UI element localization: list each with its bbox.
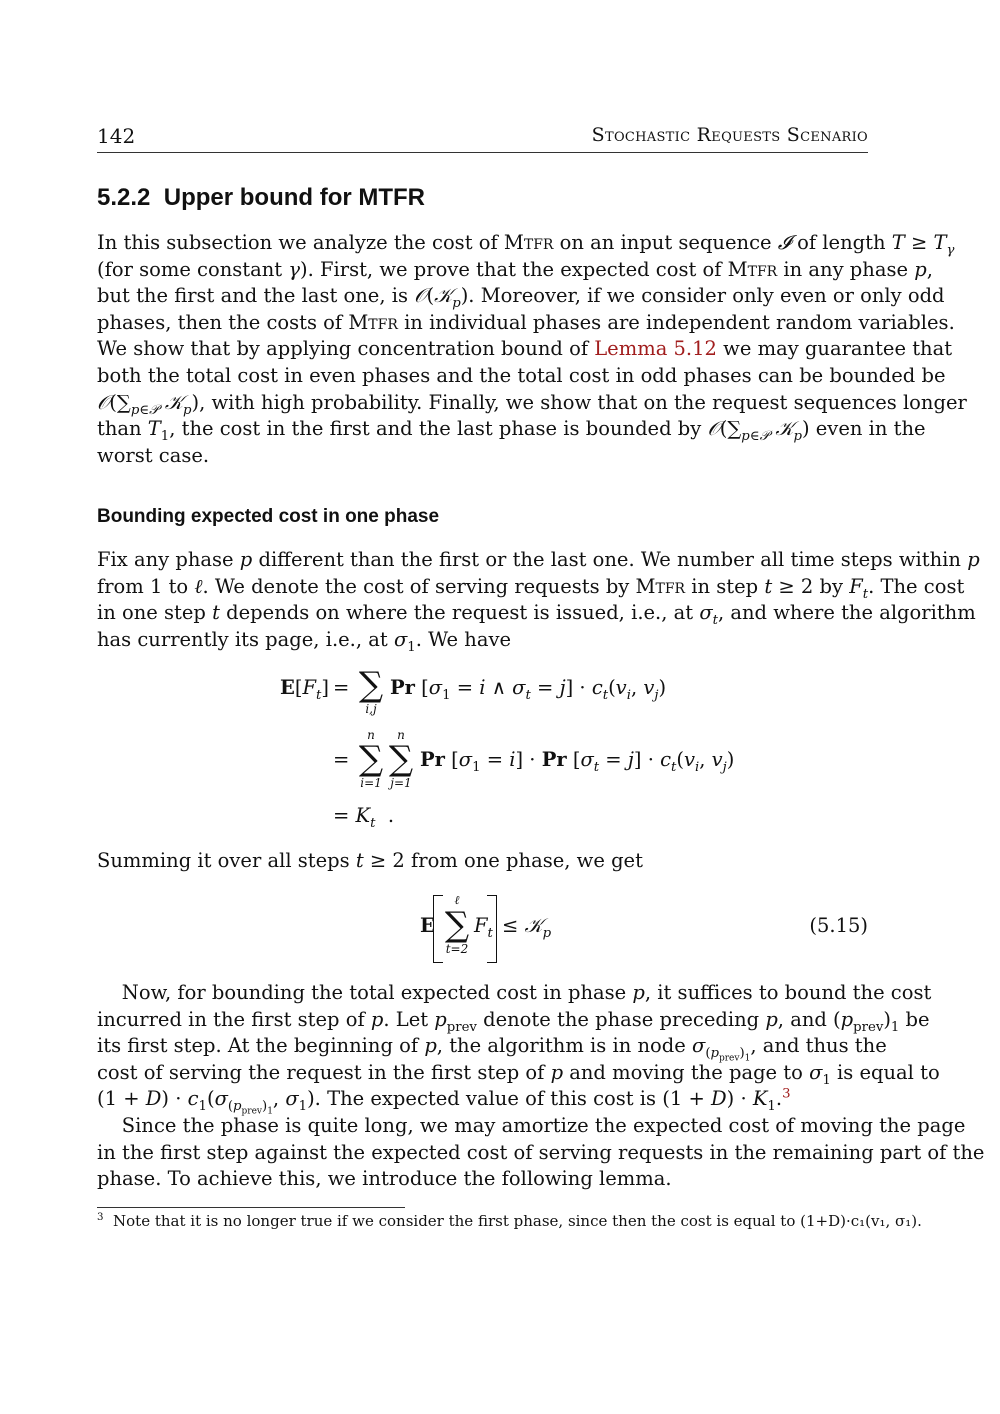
intro-paragraph: In this subsection we analyze the cost of Mtfr on an input sequence 𝓘 of length $T \ge T_\gamma$ (for some constant γ). First, we prove that the expected cost of Mtfr in any phase p, but the first and the last one, is 𝒪(𝒦$_p$). Moreover, if we consider only even or only odd phases, then the costs of Mtfr in individual phases are independent random variables. We show that by applying concentration bound of Lemma 5.12 we may guarantee that both the total cost in even phases and the total cost in odd phases can be bounded be $𝒪(\sum_{p\in 𝒫}$ 𝒦$_p$), with high probability. Finally, we show that on the request sequences longer than $T_1$, the cost in the first and the last phase is bounded by $𝒪(\sum_{p\in 𝒫}$ 𝒦$_p$) even in the worst case. — [97, 231, 967, 467]
section-title — [97, 184, 425, 212]
equals-sign: = — [333, 748, 350, 771]
footnote-ref[interactable]: 3 — [782, 1086, 791, 1102]
footnote — [97, 1212, 922, 1230]
summand: $F_t$ — [474, 914, 493, 941]
section-number: 5.2.2 — [97, 184, 151, 211]
equation-5-15-lhs: E — [420, 914, 435, 937]
sum-symbol: n ∑ i=1 — [358, 728, 384, 790]
summing-paragraph: Summing it over all steps t ≥ 2 from one phase, we get — [97, 849, 643, 872]
first-step-paragraph: Now, for bounding the total expected cost in phase p, it suffices to bound the cost incurred in the first step of p. Let $p_{prev}$ denote the phase preceding p, and $(p_{prev})_1$ be its first step. At the beginning of p, the algorithm is in node $\sigma_{(p_{prev})_1}$, and thus the cost of serving the request in the first step of p and moving the page to $\sigma_1$ is equal to $(1 + D) \cdot c_1(\sigma_{(p_{prev})_1}$, $\sigma_1$). The expected value of this cost is $(1 + D) \cdot K_1.^3$ Since the phase is quite long, we may amortize the expected cost of moving the page in the first step against the expected cost of serving requests in the remaining part of the phase. To achieve this, we introduce the following lemma. — [97, 981, 985, 1191]
phase-paragraph: Fix any phase p different than the first or the last one. We number all time steps within p from 1 to ℓ. We denote the cost of serving requests by Mtfr in step t ≥ 2 by $F_t$. The cost in one step t depends on where the request is issued, i.e., at $\sigma_t$, and where the algorithm has currently its page, i.e., at $\sigma_1$. We have — [97, 548, 980, 655]
right-bracket — [487, 895, 497, 963]
running-title: Stochastic Requests Scenario — [591, 124, 868, 146]
page-number: 142 — [97, 124, 136, 148]
section-heading: Upper bound for MTFR — [163, 184, 426, 211]
equation-rhs-3: = $K_t$ . — [333, 804, 395, 831]
equals-sign: = — [333, 676, 350, 699]
sum-symbol: ∑ i,j — [358, 665, 384, 716]
equation-rhs-1: Pr [$\sigma_1 = i$ ∧ $\sigma_t = j] \cdot c_t(v_i$, $v_j$) — [390, 676, 667, 703]
equation-5-15-rhs: ≤ 𝒦$_p$ — [502, 914, 552, 941]
header-rule — [97, 152, 868, 153]
sum-symbol: ℓ ∑ t=2 — [444, 893, 470, 956]
equation-rhs-2: Pr $[\sigma_1 = i] \cdot Pr$ $[\sigma_t = j] \cdot c_t(v_i$, $v_j$) — [420, 748, 735, 775]
subsection-title: Bounding expected cost in one phase — [97, 506, 440, 527]
lemma-link[interactable]: Lemma 5.12 — [594, 337, 717, 361]
equation-line-1: $E[F_t]$ — [280, 676, 329, 703]
sum-symbol: n ∑ j=1 — [388, 728, 414, 790]
equation-number: (5.15) — [809, 914, 868, 937]
footnote-rule — [97, 1207, 405, 1208]
footnote-text: Note that it is no longer true if we consider the first phase, since then the cost is equal to (1+D)·c₁(v₁, σ₁). — [113, 1212, 922, 1230]
footnote-marker: 3 — [97, 1212, 104, 1223]
